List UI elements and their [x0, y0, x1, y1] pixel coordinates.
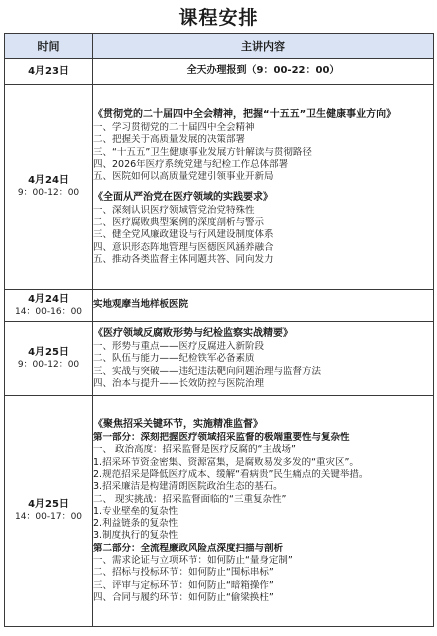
- list-item: 一、深刻认识医疗领域管党治党特殊性: [93, 204, 255, 216]
- content-cell: 全天办理报到（9：00-22：00）: [93, 59, 434, 85]
- list-item: 二、 现实挑战：招采监督面临的“三重复杂性”: [93, 493, 287, 505]
- hours-label: 14：00-17：00: [14, 512, 83, 522]
- list-item: 一、形势与重点——医疗反腐进入新阶段: [93, 341, 265, 353]
- table-row: [5, 290, 434, 322]
- list-item: 三、“十五五”卫生健康事业发展方针解读与贯彻路径: [93, 146, 312, 158]
- list-item: 四、合同与履约环节：如何防止“偷梁换柱”: [93, 591, 274, 603]
- list-item: 二、把握关于高质量发展的决策部署: [93, 134, 246, 146]
- content-cell: 实地观摩当地样板医院: [93, 290, 434, 322]
- list-item: 3.制度执行的复杂性: [93, 530, 179, 542]
- list-item: 二、医疗腐败典型案例的深度剖析与警示: [93, 217, 265, 229]
- hours-label: 9：00-12：00: [17, 188, 80, 198]
- header-time: 时间: [5, 34, 93, 59]
- time-cell: [5, 396, 93, 627]
- time-cell: [5, 85, 93, 290]
- table-row: [5, 396, 434, 627]
- list-item: 三、健全党风廉政建设与行风建设制度体系: [93, 229, 274, 241]
- list-item: 一、学习贯彻党的二十届四中全会精神: [93, 122, 255, 134]
- schedule-table: [4, 33, 434, 627]
- table-row: [5, 322, 434, 396]
- content-cell: [93, 396, 434, 627]
- table-row: [5, 59, 434, 85]
- date-label: 4月24日: [28, 293, 69, 305]
- header-row: [5, 34, 434, 59]
- section-heading: 《全面从严治党在医疗领域的实践要求》: [93, 191, 273, 203]
- list-item: 五、医院如何以高质量党建引领事业开新局: [93, 171, 274, 183]
- list-item: 二、招标与投标环节：如何防止“围标串标”: [93, 567, 274, 579]
- list-item: 一、需求论证与立项环节：如何防止“量身定制”: [93, 555, 293, 567]
- part-heading: 第二部分：全流程廉政风险点深度扫描与剖析: [93, 542, 284, 554]
- list-item: 1.专业壁垒的复杂性: [93, 505, 179, 517]
- list-item: 三、实战与突破——违纪违法靶向问题治理与监督方法: [93, 365, 322, 377]
- time-cell: [5, 322, 93, 396]
- date-label: 4月24日: [28, 175, 69, 186]
- list-item: 2.规范招采是降低医疗成本、缓解“看病贵”民生痛点的关键举措。: [93, 468, 369, 480]
- content-cell: [93, 322, 434, 396]
- list-item: 1.招采环节资金密集、资源富集，是腐败易发多发的“重灾区”。: [93, 456, 359, 468]
- header-content: 主讲内容: [93, 34, 434, 59]
- list-item: 四、2026年医疗系统党建与纪检工作总体部署: [93, 158, 289, 170]
- section-heading: 《医疗领域反腐败形势与纪检监察实战精要》: [93, 327, 293, 339]
- date-label: 4月25日: [28, 346, 69, 358]
- list-item: 四、治本与提升——长效防控与医院治理: [93, 377, 265, 389]
- time-cell: [5, 290, 93, 322]
- list-item: 二、队伍与能力——纪检铁军必备素质: [93, 353, 255, 365]
- time-cell: [5, 59, 93, 85]
- page-title: 课程安排: [178, 7, 259, 29]
- list-item: 三、评审与定标环节：如何防止“暗箱操作”: [93, 579, 274, 591]
- hours-label: 9：00-12：00: [17, 359, 80, 370]
- list-item: 2.利益链条的复杂性: [93, 518, 179, 530]
- section-heading: 《聚焦招采关键环节，实施精准监督》: [93, 418, 263, 430]
- list-item: 3.招采廉洁是构建清朗医院政治生态的基石。: [93, 481, 283, 493]
- part-heading: 第一部分：深刻把握医疗领域招采监督的极端重要性与复杂性: [93, 432, 350, 444]
- date-label: 4月25日: [28, 499, 69, 510]
- list-item: 五、推动各类监督主体同题共答、同向发力: [93, 253, 274, 265]
- table-row: [5, 85, 434, 290]
- section-heading: 《贯彻党的二十届四中全会精神，把握“十五五”卫生健康事业方向》: [93, 108, 397, 120]
- content-cell: [93, 85, 434, 290]
- list-item: 四、意识形态阵地管理与医德医风涵养融合: [93, 241, 274, 253]
- date-label: 4月23日: [28, 65, 69, 77]
- list-item: 一、 政治高度：招采监督是医疗反腐的“主战场”: [93, 444, 296, 456]
- hours-label: 14：00-16：00: [14, 306, 83, 317]
